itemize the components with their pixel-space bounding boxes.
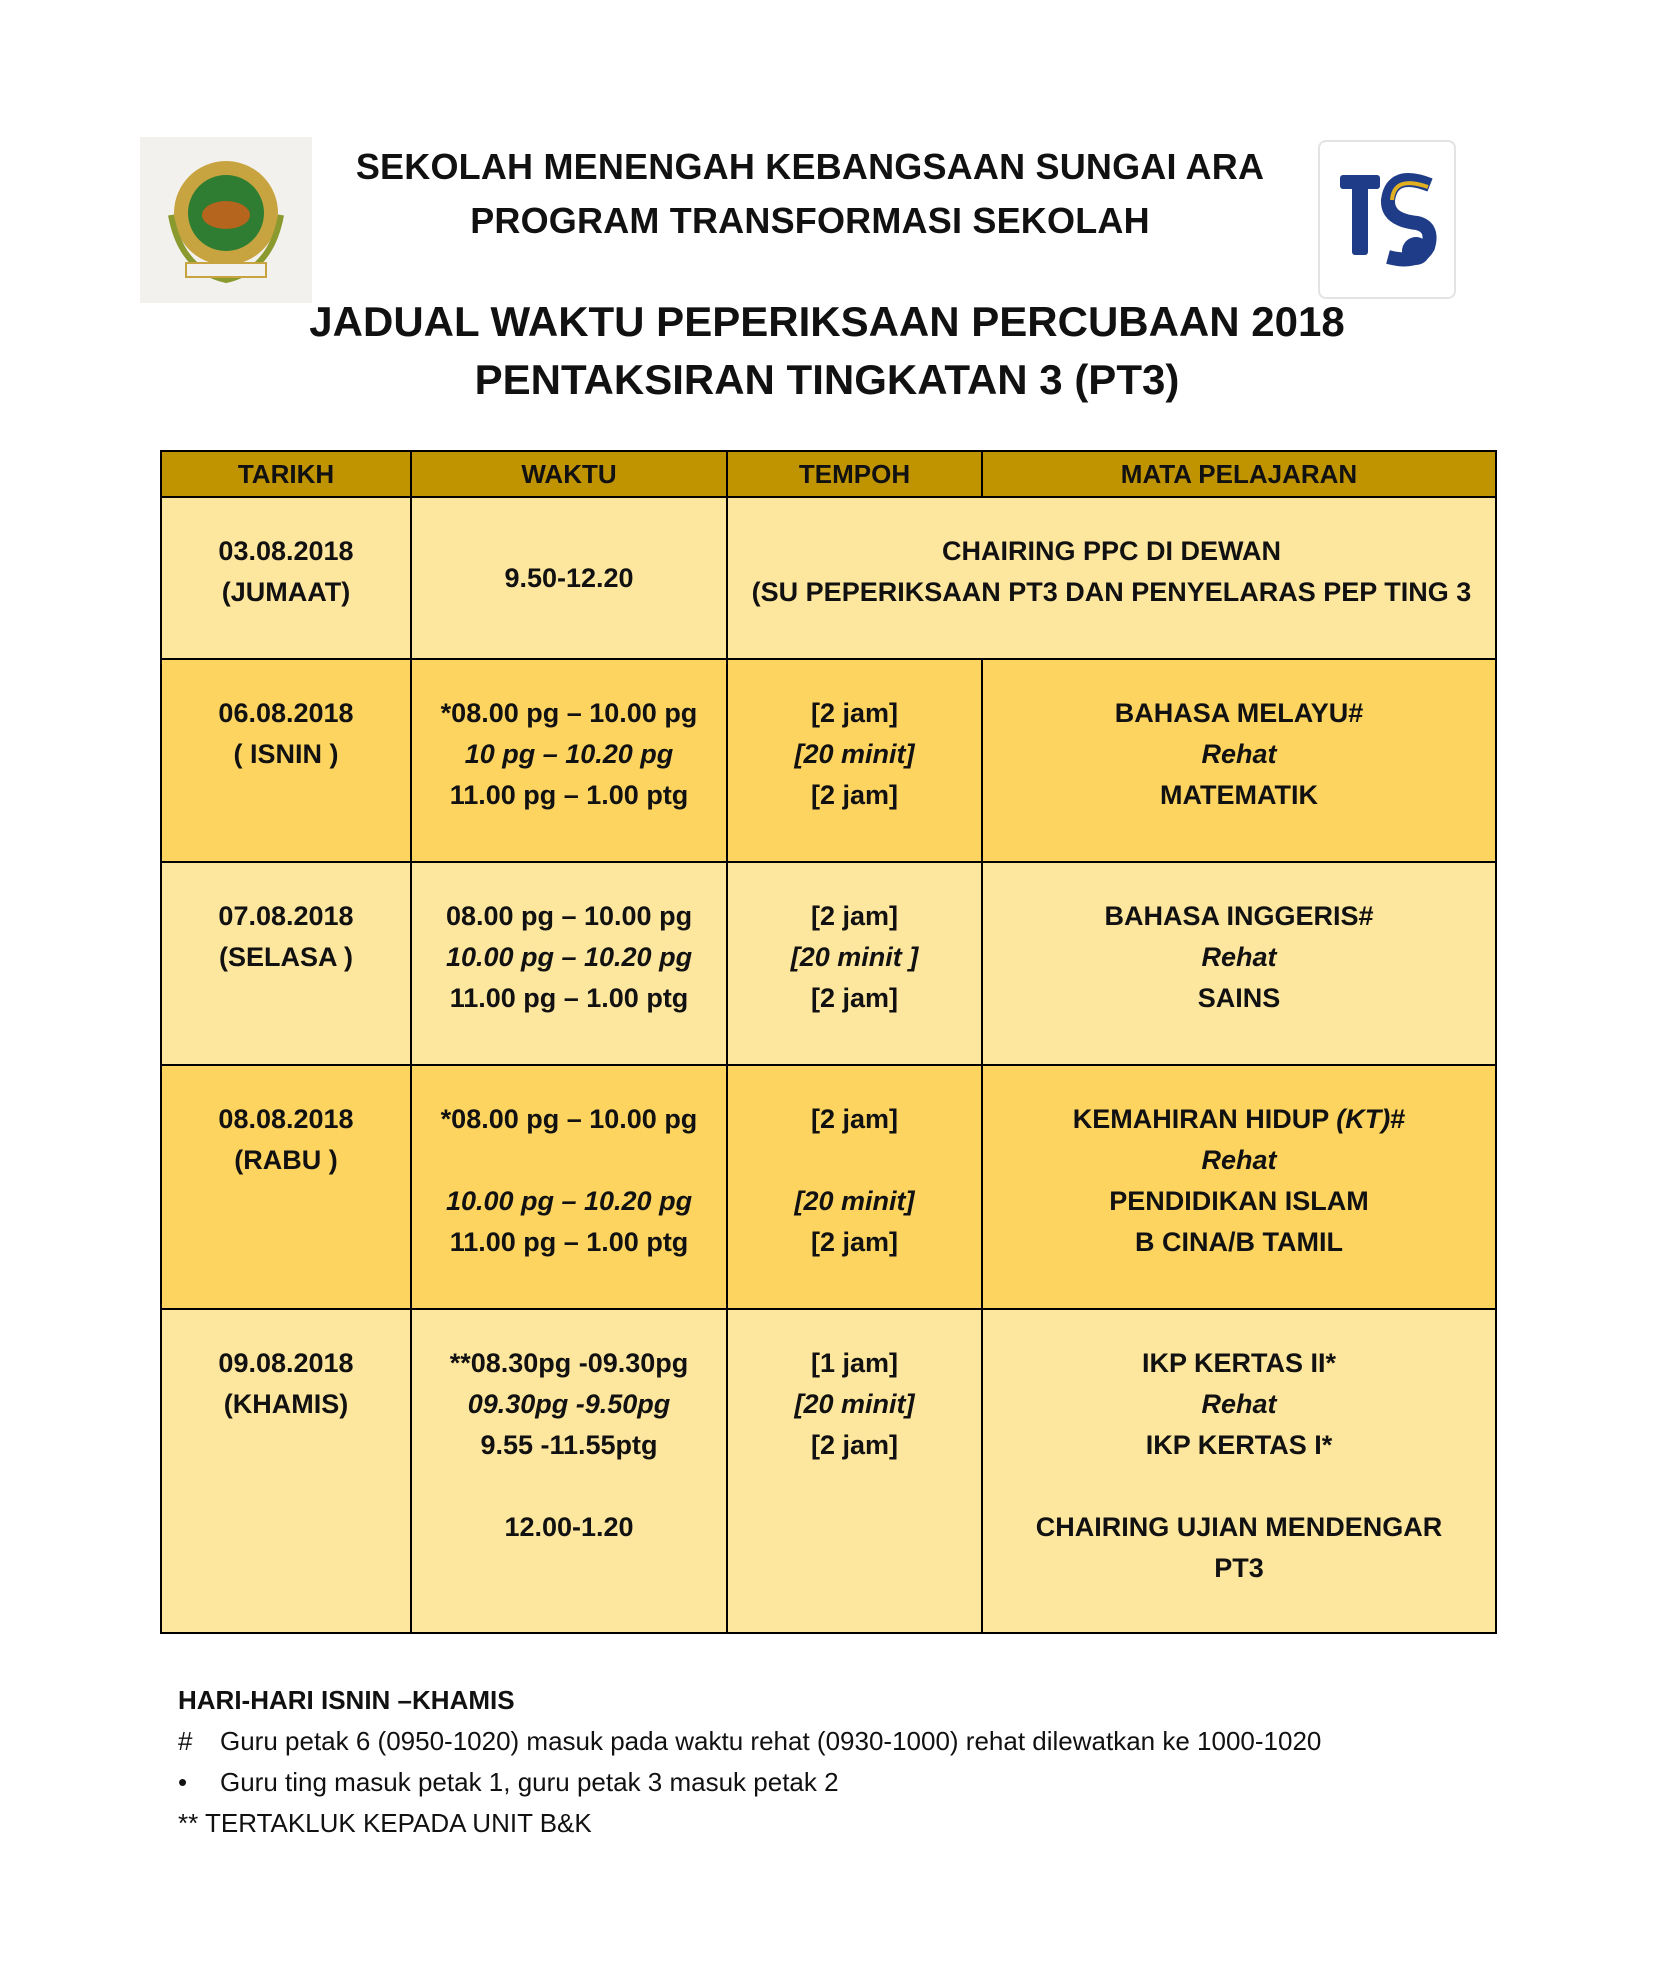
time-slot: **08.30pg -09.30pg [449,1348,689,1378]
date: 07.08.2018 [218,901,354,931]
table-row [161,1309,1496,1633]
subject-cell [982,1065,1496,1309]
table-header-row [161,451,1496,497]
time-slot: 10 pg – 10.20 pg [464,739,674,769]
event-title: CHAIRING PPC DI DEWAN [941,536,1282,566]
subject: B CINA/B TAMIL [1135,1227,1343,1257]
time-slot: 11.00 pg – 1.00 ptg [449,983,689,1013]
document-subtitle: PENTAKSIRAN TINGKATAN 3 (PT3) [474,356,1180,403]
time-slot: 09.30pg -9.50pg [467,1389,671,1419]
duration: [2 jam] [810,1227,899,1257]
time-slot: 08.00 pg – 10.00 pg [445,901,693,931]
day: (SELASA ) [219,942,353,972]
subject: CHAIRING UJIAN MENDENGAR [1035,1512,1443,1542]
date: 03.08.2018 [218,536,354,566]
time-cell [411,862,727,1065]
subject: IKP KERTAS II* [1141,1348,1337,1378]
subject: PT3 [1214,1553,1264,1583]
date-cell [161,659,411,862]
note-item [178,1721,1321,1762]
spacer [984,1466,1494,1507]
time-slot: 10.00 pg – 10.20 pg [445,942,693,972]
subject: Rehat [1201,942,1277,972]
hash-marker: # [178,1726,193,1756]
duration-cell [727,1309,982,1633]
subject: Rehat [1201,739,1277,769]
duration-cell [727,1065,982,1309]
time-cell [411,1065,727,1309]
subject-cell [982,862,1496,1065]
duration: [2 jam] [810,1104,899,1134]
duration: [1 jam] [810,1348,899,1378]
document-title: JADUAL WAKTU PEPERIKSAAN PERCUBAAN 2018 [309,298,1345,345]
subject: Rehat [1201,1145,1277,1175]
spacer [413,1466,725,1507]
program-name: PROGRAM TRANSFORMASI SEKOLAH [470,200,1150,241]
school-name: SEKOLAH MENENGAH KEBANGSAAN SUNGAI ARA [355,146,1265,187]
time-slot: 11.00 pg – 1.00 ptg [449,780,689,810]
time-slot: 9.55 -11.55ptg [480,1430,658,1460]
ts25-mark-icon [1332,165,1442,275]
day: (RABU ) [234,1145,338,1175]
table-row [161,862,1496,1065]
event-note: (SU PEPERIKSAAN PT3 DAN PENYELARAS PEP TING 3 [751,577,1472,607]
table-row [161,1065,1496,1309]
note-text: Guru ting masuk petak 1, guru petak 3 masuk petak 2 [220,1767,839,1797]
subject-cell [982,1309,1496,1633]
time-slot: 12.00-1.20 [504,1512,634,1542]
time-slot: *08.00 pg – 10.00 pg [440,698,698,728]
note-item [178,1803,1321,1844]
subject-code: (KT) [1336,1104,1391,1134]
column-header-date: TARIKH [161,451,411,497]
notes-section [178,1680,1321,1844]
spacer [729,1140,980,1181]
duration: [2 jam] [810,780,899,810]
note-text: Guru petak 6 (0950-1020) masuk pada waktu rehat (0930-1000) rehat dilewatkan ke 1000-1020 [220,1726,1322,1756]
bullet-icon: • [178,1767,188,1797]
ts25-logo [1318,140,1456,299]
day: (KHAMIS) [223,1389,349,1419]
duration: [20 minit ] [790,942,919,972]
date-cell [161,862,411,1065]
school-crest-logo [140,137,312,303]
crest-icon [151,145,301,295]
subject: SAINS [1197,983,1281,1013]
time-slot: 10.00 pg – 10.20 pg [445,1186,693,1216]
time-slot: 9.50-12.20 [504,562,634,593]
note-item [178,1762,1321,1803]
subject: IKP KERTAS I* [1145,1430,1333,1460]
subject: BAHASA INGGERIS# [1104,901,1374,931]
spacer [413,1140,725,1181]
time-slot: *08.00 pg – 10.00 pg [440,1104,698,1134]
date-cell [161,1065,411,1309]
subject [984,1099,1494,1140]
subject: BAHASA MELAYU# [1114,698,1364,728]
date: 06.08.2018 [218,698,354,728]
note-text: ** TERTAKLUK KEPADA UNIT B&K [178,1808,592,1838]
duration: [20 minit] [794,739,915,769]
subject-cell [982,659,1496,862]
duration: [2 jam] [810,1430,899,1460]
subject-mark: # [1390,1104,1406,1134]
merged-cell [727,497,1496,659]
duration: [2 jam] [810,698,899,728]
date: 09.08.2018 [218,1348,354,1378]
column-header-subject: MATA PELAJARAN [982,451,1496,497]
exam-schedule-table [160,450,1497,1634]
date-cell [161,1309,411,1633]
column-header-duration: TEMPOH [727,451,982,497]
duration: [20 minit] [794,1389,915,1419]
time-cell [411,659,727,862]
date: 08.08.2018 [218,1104,354,1134]
notes-heading: HARI-HARI ISNIN –KHAMIS [178,1685,515,1715]
subject-text: KEMAHIRAN HIDUP [1072,1104,1337,1134]
column-header-time: WAKTU [411,451,727,497]
time-cell [411,497,727,659]
date-cell [161,497,411,659]
table-row [161,659,1496,862]
subject: MATEMATIK [1160,780,1318,810]
day: (JUMAAT) [221,577,351,607]
time-cell [411,1309,727,1633]
duration-cell [727,659,982,862]
duration-cell [727,862,982,1065]
duration: [2 jam] [810,901,899,931]
duration: [2 jam] [810,983,899,1013]
subject: PENDIDIKAN ISLAM [1109,1186,1369,1216]
subject: Rehat [1201,1389,1277,1419]
time-slot: 11.00 pg – 1.00 ptg [449,1227,689,1257]
duration: [20 minit] [794,1186,915,1216]
day: ( ISNIN ) [233,739,339,769]
table-row [161,497,1496,659]
